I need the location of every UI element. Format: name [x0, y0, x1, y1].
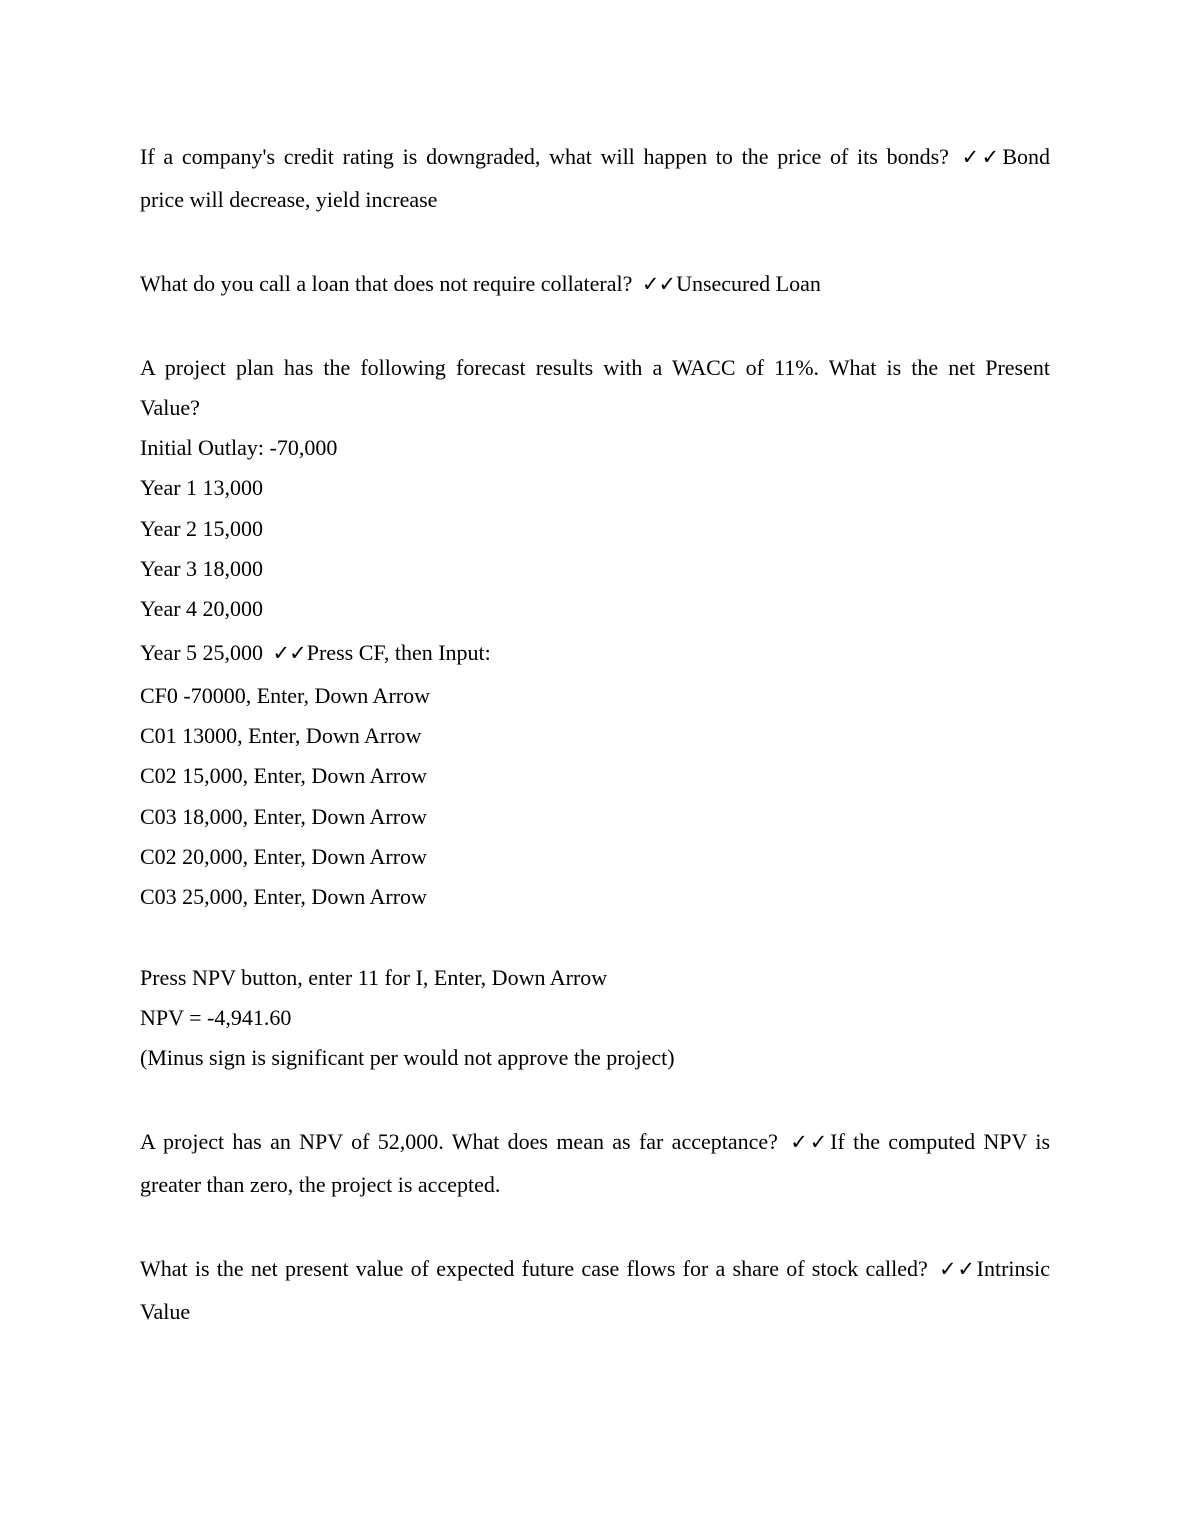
double-check-icon: ✓✓	[272, 641, 306, 665]
qa-1-answer-rest: price will decrease, yield increase	[140, 187, 438, 212]
qa-3-question-line-2: Value?	[140, 395, 200, 420]
qa-5-line-1	[140, 1256, 1050, 1282]
qa-1-answer-start: Bond	[1002, 144, 1051, 169]
qa-3-answer-intro: Press CF, then Input:	[306, 640, 491, 665]
qa-3-answer-line	[140, 640, 491, 666]
qa-3-step: C01 13000, Enter, Down Arrow	[140, 723, 422, 748]
qa-2-question: What do you call a loan that does not require collateral?	[140, 271, 633, 296]
double-check-icon: ✓✓	[961, 145, 1002, 169]
qa-2-line	[140, 271, 821, 297]
qa-4-answer-rest: greater than zero, the project is accepted.	[140, 1172, 501, 1197]
qa-4-line-1	[140, 1129, 1050, 1155]
double-check-icon: ✓✓	[641, 272, 676, 296]
qa-3-step: C03 25,000, Enter, Down Arrow	[140, 884, 427, 909]
qa-3-step: CF0 -70000, Enter, Down Arrow	[140, 683, 430, 708]
qa-3-data-line: Year 4 20,000	[140, 596, 264, 621]
qa-3-step: C02 15,000, Enter, Down Arrow	[140, 763, 427, 788]
qa-3-data-line: Year 3 18,000	[140, 556, 264, 581]
qa-3-npv-result: NPV = -4,941.60	[140, 1005, 292, 1030]
qa-4-question: A project has an NPV of 52,000. What does mean as far acceptance?	[140, 1129, 778, 1154]
qa-3-data-line: Year 2 15,000	[140, 516, 264, 541]
qa-3-last-data-line: Year 5 25,000	[140, 640, 264, 665]
qa-3-npv-step: Press NPV button, enter 11 for I, Enter, Down Arrow	[140, 965, 608, 990]
qa-3-data-line: Initial Outlay: -70,000	[140, 435, 338, 460]
double-check-icon: ✓✓	[790, 1130, 830, 1154]
qa-5-answer-start: Intrinsic	[976, 1256, 1050, 1281]
qa-4-answer-start: If the computed NPV is	[830, 1129, 1051, 1154]
qa-1-line-1	[140, 144, 1050, 170]
qa-5-answer-rest: Value	[140, 1299, 191, 1324]
qa-3-npv-note: (Minus sign is significant per would not approve the project)	[140, 1045, 675, 1070]
qa-3-step: C03 18,000, Enter, Down Arrow	[140, 804, 427, 829]
document-page	[140, 0, 1050, 1540]
qa-2-answer: Unsecured Loan	[676, 271, 821, 296]
qa-1-question: If a company's credit rating is downgraded, what will happen to the price of its bonds?	[140, 144, 949, 169]
qa-3-step: C02 20,000, Enter, Down Arrow	[140, 844, 427, 869]
qa-3-data-line: Year 1 13,000	[140, 475, 264, 500]
qa-3-question-line-1: A project plan has the following forecast results with a WACC of 11%. What is the net Present	[140, 355, 1050, 380]
double-check-icon: ✓✓	[938, 1257, 976, 1281]
qa-5-question: What is the net present value of expected future case flows for a share of stock called?	[140, 1256, 928, 1281]
